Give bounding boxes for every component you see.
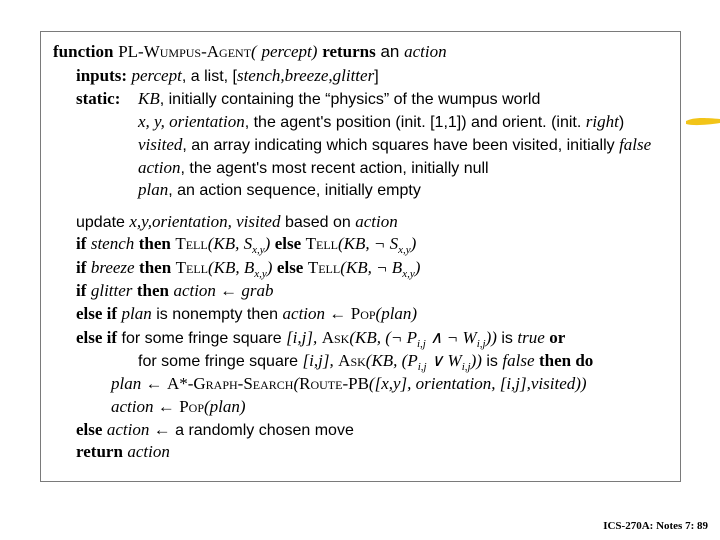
- plan-line: [76, 304, 417, 325]
- ask-arg: (KB, (P: [365, 351, 418, 370]
- param-percept: percept: [261, 42, 312, 61]
- fringe-text: for some fringe square: [138, 353, 299, 370]
- subscript: x,y: [398, 244, 411, 256]
- static-tail: right: [585, 112, 619, 131]
- paren-open: (: [293, 374, 300, 393]
- keyword-or: or: [549, 328, 566, 347]
- paren-close: )): [485, 328, 497, 347]
- static-line-1: [138, 89, 540, 110]
- keyword-else: else: [76, 420, 103, 439]
- value-false: false: [502, 351, 535, 370]
- static-line-2: [138, 112, 624, 133]
- cond-plan: plan: [121, 304, 152, 323]
- keyword-if: if: [76, 281, 87, 300]
- return-type: action: [404, 42, 447, 61]
- keyword-else: else: [276, 258, 304, 277]
- subscript: x,y: [254, 268, 267, 280]
- ask-fn: Ask: [338, 351, 366, 370]
- tell-arg: (KB, ¬ S: [337, 234, 399, 253]
- is-text: is: [486, 353, 498, 370]
- keyword-if: if: [76, 258, 87, 277]
- fringe-square: [i,j],: [286, 328, 318, 347]
- update-vars: x,y,orientation, visited: [129, 212, 281, 231]
- keyword-else-if: else if: [76, 328, 118, 347]
- keyword-returns: returns: [322, 42, 376, 61]
- search-args: ([x,y], orientation, [i,j],visited)): [368, 374, 587, 393]
- subscript: i,j: [417, 361, 427, 373]
- function-name: PL-Wumpus-Agent: [118, 42, 252, 61]
- tell-arg: (KB, B: [208, 258, 255, 277]
- cond-stench: stench: [90, 234, 135, 253]
- keyword-return: return: [76, 442, 123, 461]
- inputs-text: , a list, [: [181, 68, 237, 85]
- static-tail: false: [619, 135, 652, 154]
- route-fn: Route-PB: [299, 374, 369, 393]
- static-var: action: [138, 158, 181, 177]
- subscript: x,y: [402, 268, 415, 280]
- highlighter-mark: [686, 115, 720, 127]
- tell-fn: Tell: [307, 258, 341, 277]
- tell-fn: Tell: [175, 234, 208, 253]
- return-line: [76, 442, 170, 463]
- pop-fn: Pop: [350, 304, 376, 323]
- pop-line: [111, 397, 246, 418]
- keyword-else: else: [274, 234, 302, 253]
- static-label-line: [76, 89, 120, 110]
- subscript: i,j: [461, 361, 471, 373]
- random-move-text: a randomly chosen move: [175, 422, 354, 439]
- inputs-end: ]: [374, 68, 379, 85]
- cond-breeze: breeze: [90, 258, 135, 277]
- pop-arg: (plan): [204, 397, 246, 416]
- tell-fn: Tell: [175, 258, 208, 277]
- inputs-list: stench,breeze,glitter: [236, 66, 375, 85]
- update-keyword: update: [76, 214, 125, 231]
- subscript: x,y: [252, 244, 265, 256]
- static-text: , an action sequence, initially empty: [168, 182, 421, 199]
- static-var: x, y, orientation: [138, 112, 245, 131]
- algorithm-box: [40, 31, 681, 482]
- static-line-5: [138, 180, 421, 201]
- fringe-text: for some fringe square: [121, 330, 282, 347]
- assign-grab: action ← grab: [173, 281, 274, 300]
- paren-close: ): [414, 258, 421, 277]
- assign-plan: plan ←: [111, 374, 163, 393]
- else-line: [76, 420, 354, 441]
- update-post: action: [355, 212, 398, 231]
- static-text: , the agent's position (init. [1,1]) and orient. (init.: [244, 114, 582, 131]
- fringe-square: [i,j],: [302, 351, 334, 370]
- pop-arg: (plan): [375, 304, 418, 323]
- keyword-if: if: [76, 234, 87, 253]
- static-text: , an array indicating which squares have been visited, initially: [182, 137, 615, 154]
- paren-close: ): [264, 234, 271, 253]
- static-var: visited: [138, 135, 183, 154]
- static-label: static:: [76, 89, 121, 108]
- glitter-line: [76, 281, 274, 302]
- inputs-label: inputs:: [76, 66, 128, 85]
- paren-close: ): [410, 234, 417, 253]
- subscript: i,j: [416, 338, 426, 350]
- tell-arg: (KB, ¬ B: [340, 258, 403, 277]
- static-line-4: [138, 158, 489, 179]
- update-mid: based on: [284, 214, 351, 231]
- inputs-var: percept: [131, 66, 182, 85]
- static-var: KB: [138, 89, 160, 108]
- keyword-then-do: then do: [538, 351, 594, 370]
- value-true: true: [517, 328, 545, 347]
- paren-close: ): [266, 258, 273, 277]
- slide-footer: ICS-270A: Notes 7: 89: [603, 520, 708, 532]
- is-text: is: [501, 330, 513, 347]
- static-var: plan: [138, 180, 169, 199]
- tell-arg: (KB, S: [207, 234, 253, 253]
- cond-glitter: glitter: [90, 281, 133, 300]
- assign-action: action ←: [282, 304, 347, 323]
- tell-fn: Tell: [305, 234, 338, 253]
- stench-line: [76, 234, 416, 260]
- static-text: , initially containing the “physics” of the wumpus world: [159, 91, 541, 108]
- function-header: [53, 42, 447, 62]
- paren-open: (: [251, 42, 257, 61]
- plan-text: is nonempty then: [156, 306, 279, 323]
- subscript: i,j: [476, 338, 486, 350]
- inputs-line: [76, 66, 379, 87]
- pop-fn: Pop: [179, 397, 204, 416]
- ask-fn: Ask: [321, 328, 350, 347]
- static-text: , the agent's most recent action, initially null: [180, 160, 489, 177]
- ask-arg: (KB, (¬ P: [349, 328, 417, 347]
- search-line: [111, 374, 587, 395]
- article-an: an: [380, 42, 400, 61]
- assign-action: action ←: [106, 420, 171, 439]
- search-fn: A*-Graph-Search: [166, 374, 294, 393]
- ask-or: ∨ W: [426, 351, 462, 370]
- paren-close: )): [470, 351, 482, 370]
- return-value: action: [127, 442, 170, 461]
- keyword-function: function: [53, 42, 114, 61]
- update-line: [76, 212, 398, 233]
- keyword-else-if: else if: [76, 304, 118, 323]
- static-end: ): [618, 114, 625, 131]
- keyword-then: then: [138, 234, 171, 253]
- paren-close: ): [311, 42, 318, 61]
- assign-action: action ←: [111, 397, 175, 416]
- keyword-then: then: [139, 258, 172, 277]
- ask-and: ∧ ¬ W: [425, 328, 477, 347]
- keyword-then: then: [136, 281, 169, 300]
- static-line-3: [138, 135, 651, 156]
